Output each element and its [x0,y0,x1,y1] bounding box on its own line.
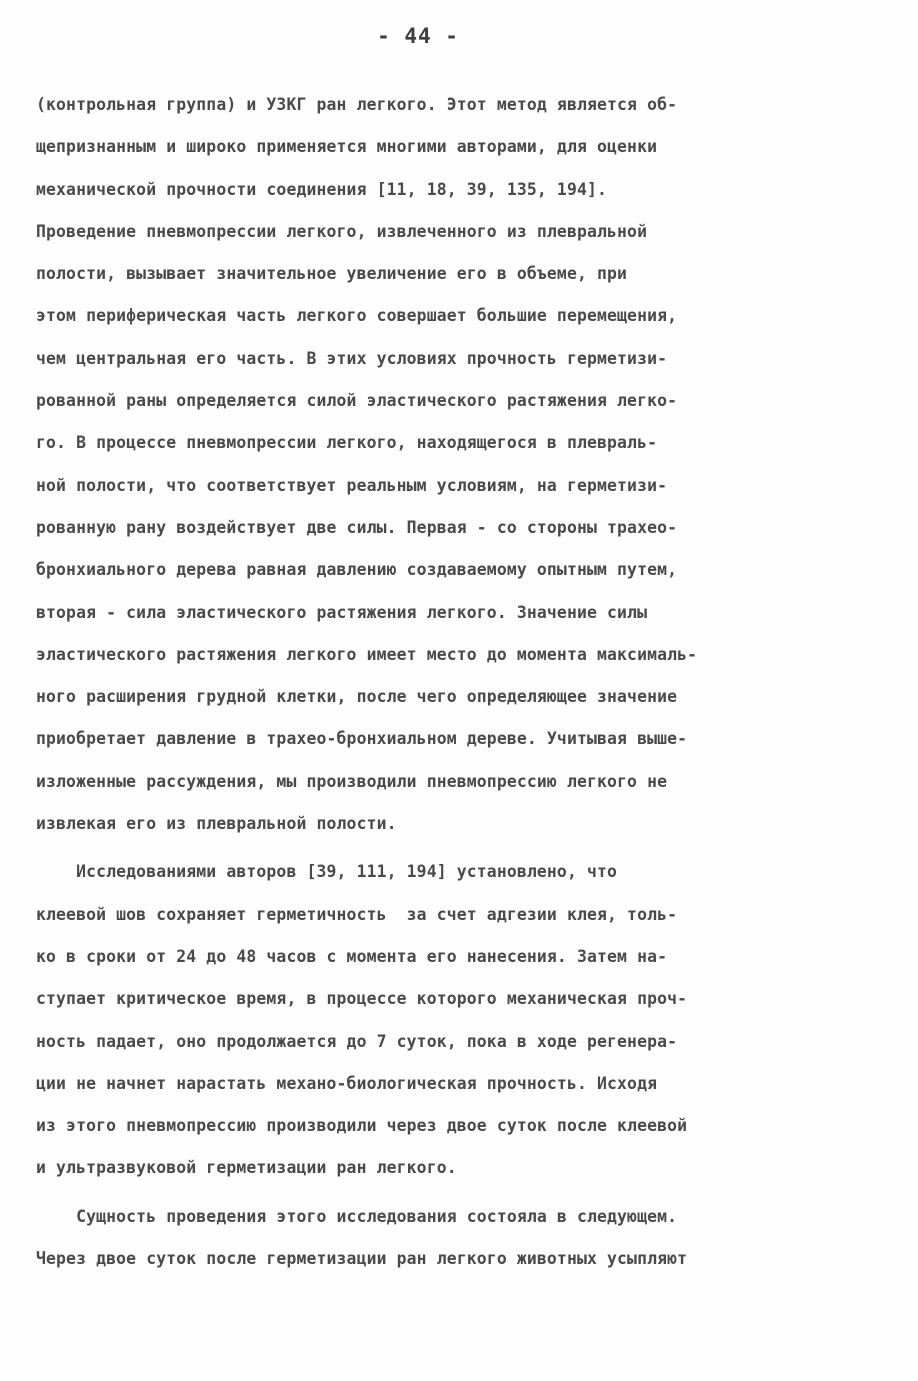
paragraph-methods [36,84,876,845]
text-line: ции не начнет нарастать механо-биологическая прочность. Исходя [36,1073,658,1093]
text-line: ко в сроки от 24 до 48 часов с момента его нанесения. Затем на- [36,946,668,966]
text-line: ступает критическое время, в процессе которого механическая проч- [36,989,688,1009]
text-line: бронхиального дерева равная давлению создаваемому опытным путем, [36,560,678,580]
text-line: ность падает, оно продолжается до 7 суток, пока в ходе регенера- [36,1031,678,1051]
paragraph-adhesion [36,851,876,1189]
text-line: вторая - сила эластического растяжения легкого. Значение силы [36,602,648,622]
text-line: изложенные рассуждения, мы производили пневмопрессию легкого не [36,771,668,791]
text-line: го. В процессе пневмопрессии легкого, находящегося в плевраль- [36,433,658,453]
text-line: ной полости, что соответствует реальным условиям, на герметизи- [36,475,668,495]
text-line: этом периферическая часть легкого совершает большие перемещения, [36,306,678,326]
text-line: приобретает давление в трахео-бронхиальном дереве. Учитывая выше- [36,729,688,749]
body-text [36,84,876,1280]
text-line: Сущность проведения этого исследования состояла в следующем. [36,1206,678,1226]
text-line: щепризнанным и широко применяется многими авторами, для оценки [36,137,658,157]
text-line: и ультразвуковой герметизации ран легкого. [36,1158,457,1178]
text-line: эластического растяжения легкого имеет место до момента максималь- [36,644,698,664]
text-line: извлекая его из плевральной полости. [36,814,397,834]
text-line: Исследованиями авторов [39, 111, 194] установлено, что [36,862,618,882]
text-line: (контрольная группа) и УЗКГ ран легкого. Этот метод является об- [36,95,678,114]
text-line: рованной раны определяется силой эластического растяжения легко- [36,391,678,411]
page-number: - 44 - [377,24,459,48]
text-line: механической прочности соединения [11, 18, 39, 135, 194]. [36,179,608,199]
text-line: Через двое суток после герметизации ран легкого животных усыпляют [36,1249,688,1269]
text-line: ного расширения грудной клетки, после чего определяющее значение [36,687,678,707]
text-line: Проведение пневмопрессии легкого, извлеченного из плевральной [36,221,648,241]
text-line: полости, вызывает значительное увеличение его в объеме, при [36,264,628,284]
paragraph-procedure [36,1196,876,1281]
text-line: клеевой шов сохраняет герметичность за счет адгезии клея, толь- [36,904,678,924]
text-line: чем центральная его часть. В этих условиях прочность герметизи- [36,348,668,368]
text-line: из этого пневмопрессию производили через двое суток после клеевой [36,1116,688,1136]
text-line: рованную рану воздействует две силы. Первая - со стороны трахео- [36,517,678,537]
